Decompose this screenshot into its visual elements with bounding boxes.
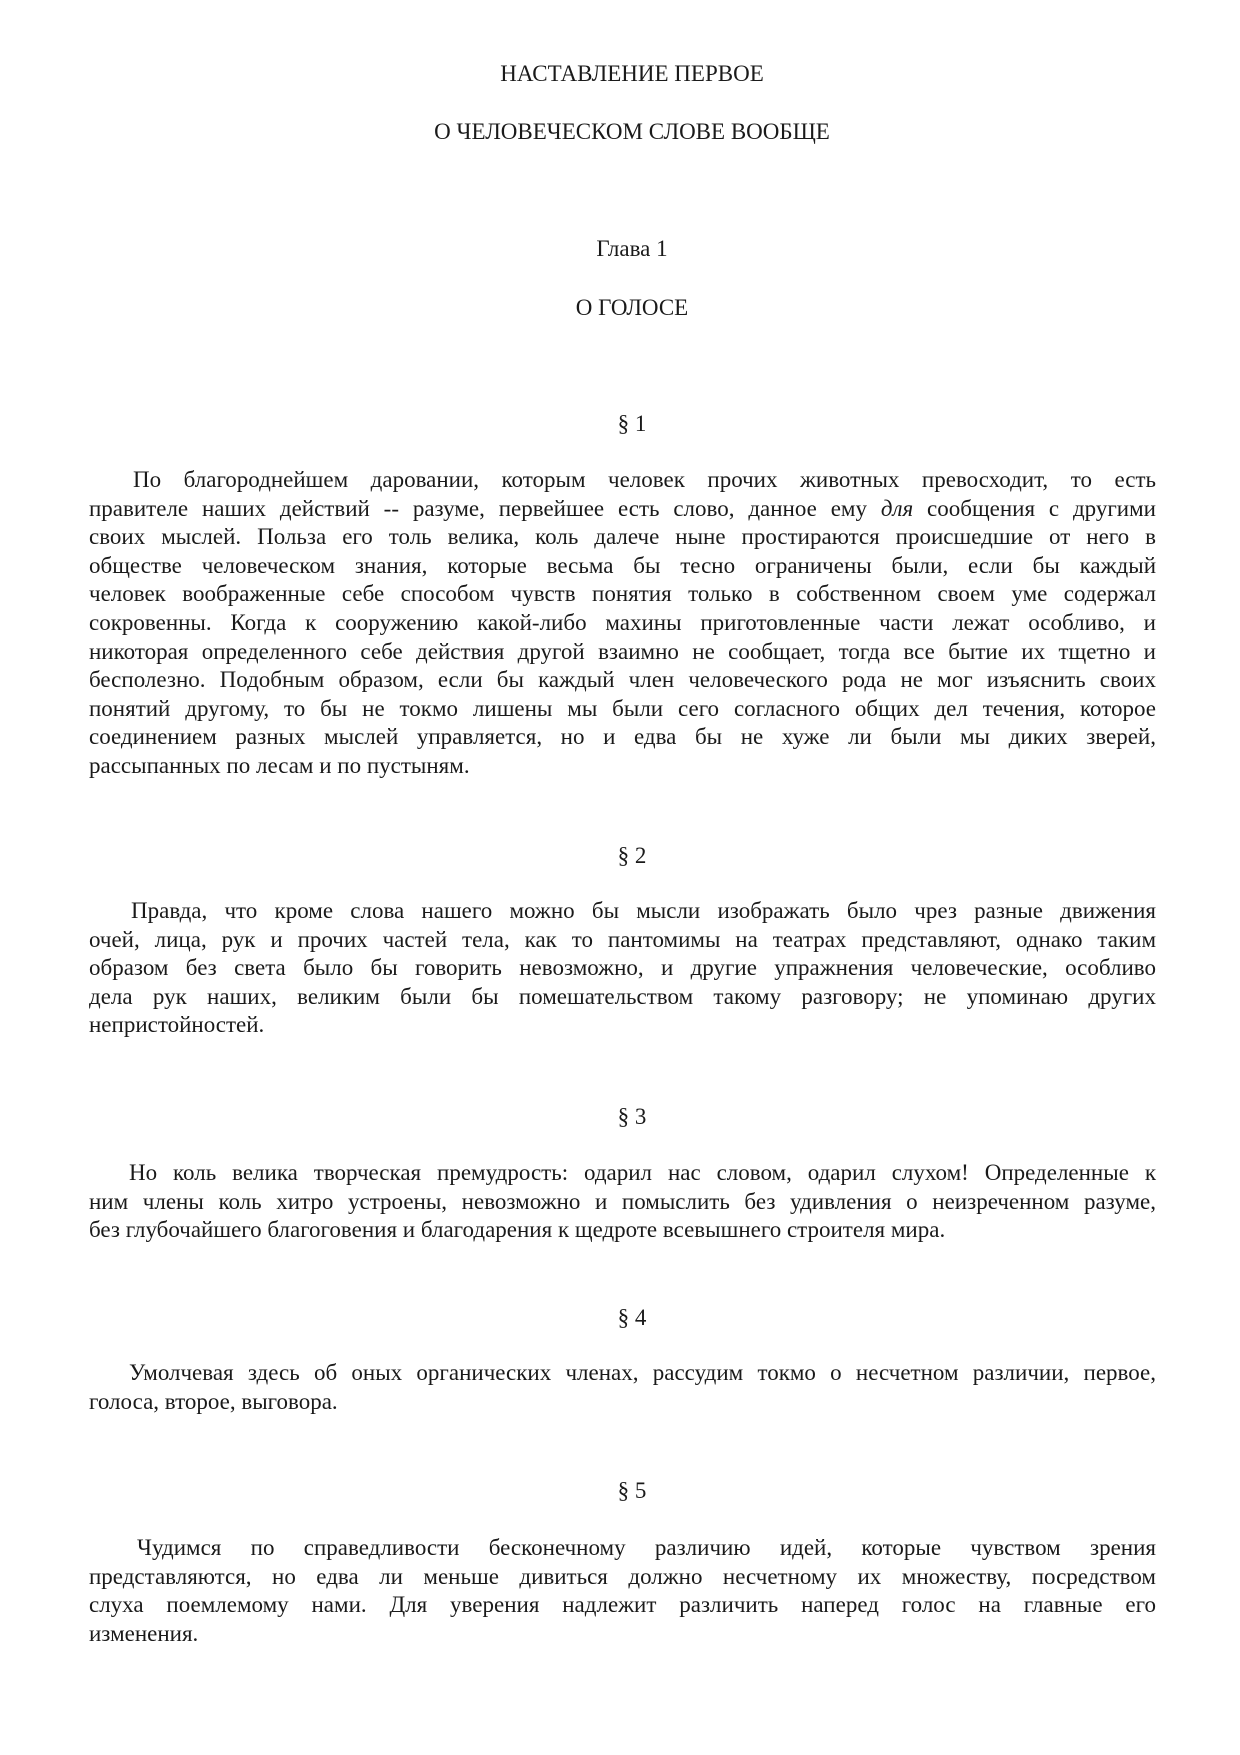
chapter-number: Глава 1 bbox=[596, 236, 668, 261]
paragraph-line: соединением разных мыслей управляется, но и едва бы не хуже ли были мы диких зверей, bbox=[89, 724, 1156, 750]
paragraph-line: Умолчевая здесь об оных органических членах, рассудим токмо о несчетном различии, первое, bbox=[129, 1360, 1156, 1385]
section-mark-2: § 2 bbox=[617, 843, 647, 868]
paragraph-line: Но коль велика творческая премудрость: одарил нас словом, одарил слухом! Определенные к bbox=[129, 1160, 1156, 1185]
part-heading: НАСТАВЛЕНИЕ ПЕРВОЕ bbox=[500, 61, 764, 86]
paragraph-line: очей, лица, рук и прочих частей тела, как то пантомимы на театрах представляют, однако таким bbox=[89, 926, 1156, 952]
section-2-paragraph bbox=[89, 897, 1156, 1040]
paragraph-line: никоторая определенного себе действия другой взаимно не сообщает, тогда все бытие их тщетно и bbox=[89, 638, 1156, 664]
paragraph-line: дела рук наших, великим были бы помешательством такому разговору; не упоминаю других bbox=[89, 983, 1156, 1009]
paragraph-line: бесполезно. Подобным образом, если бы каждый член человеческого рода не мог изъяснить своих bbox=[89, 667, 1156, 693]
paragraph-line bbox=[89, 495, 1156, 524]
paragraph-line: голоса, второе, выговора. bbox=[89, 1388, 338, 1414]
paragraph-line: рассыпанных по лесам и по пустыням. bbox=[89, 752, 470, 778]
part-subheading: О ЧЕЛОВЕЧЕСКОМ СЛОВЕ ВООБЩЕ bbox=[434, 119, 830, 144]
paragraph-line: сокровенны. Когда к сооружению какой-либо махины приготовленные части лежат особливо, и bbox=[89, 609, 1156, 635]
paragraph-line: По благороднейшем даровании, которым человек прочих животных превосходит, то есть bbox=[133, 467, 1156, 492]
section-mark-5: § 5 bbox=[617, 1478, 647, 1503]
paragraph-line: изменения. bbox=[89, 1620, 199, 1646]
italic-word: для bbox=[880, 495, 914, 521]
chapter-title: О ГОЛОСЕ bbox=[575, 295, 689, 320]
paragraph-line: человек воображенные себе способом чувств понятия только в собственном своем уме содержал bbox=[89, 581, 1156, 607]
paragraph-line: понятий другому, то бы не токмо лишены мы были сего согласного общих дел течения, которое bbox=[89, 695, 1156, 721]
paragraph-line: без глубочайшего благоговения и благодарения к щедроте всевышнего строителя мира. bbox=[89, 1217, 946, 1243]
section-5-paragraph bbox=[89, 1534, 1156, 1648]
paragraph-line: Правда, что кроме слова нашего можно бы мысли изображать было чрез разные движения bbox=[131, 898, 1156, 923]
line-text: правителе наших действий -- разуме, первейшее есть слово, данное ему bbox=[89, 495, 881, 521]
paragraph-line: непристойностей. bbox=[89, 1012, 265, 1038]
section-4-paragraph bbox=[89, 1359, 1156, 1416]
paragraph-line: своих мыслей. Польза его толь велика, коль далече ныне простираются происшедшие от него в bbox=[89, 524, 1156, 550]
paragraph-line: образом без света было бы говорить невозможно, и другие упражнения человеческие, особливо bbox=[89, 955, 1156, 981]
section-mark-4: § 4 bbox=[617, 1305, 647, 1330]
paragraph-line: ним члены коль хитро устроены, невозможно и помыслить без удивления о неизреченном разуме, bbox=[89, 1188, 1156, 1214]
section-3-paragraph bbox=[89, 1159, 1156, 1245]
line-text: сообщения с другими bbox=[913, 495, 1156, 521]
paragraph-line: обществе человеческом знания, которые весьма бы тесно ограничены были, если бы каждый bbox=[89, 552, 1156, 578]
paragraph-line: слуха поемлемому нами. Для уверения надлежит различить наперед голос на главные его bbox=[89, 1592, 1156, 1618]
paragraph-line: представляются, но едва ли меньше дивиться должно несчетному их множеству, посредством bbox=[89, 1563, 1156, 1589]
paragraph-line: Чудимся по справедливости бесконечному различию идей, которые чувством зрения bbox=[137, 1535, 1156, 1560]
section-mark-3: § 3 bbox=[617, 1104, 647, 1129]
section-mark-1: § 1 bbox=[617, 411, 647, 436]
section-1-paragraph bbox=[89, 466, 1156, 781]
